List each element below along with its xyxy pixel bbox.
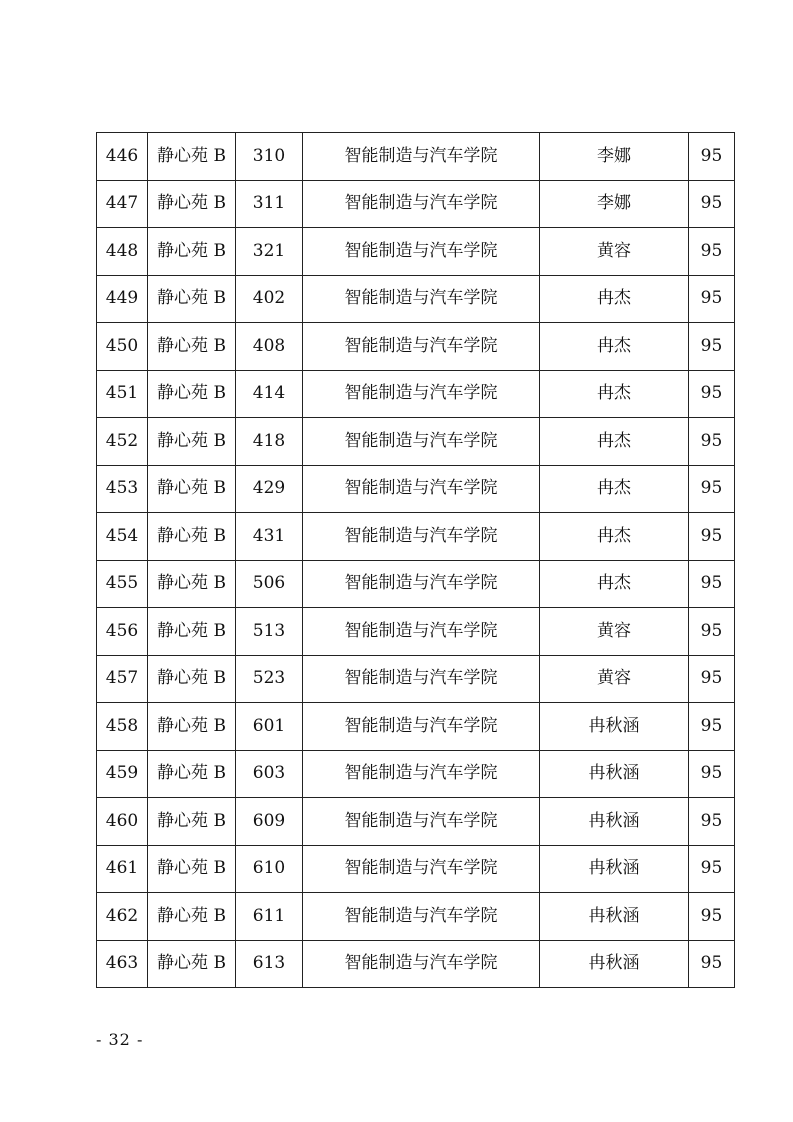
row-number-cell: 449 (97, 275, 148, 323)
college-cell: 智能制造与汽车学院 (303, 608, 540, 656)
college-cell: 智能制造与汽车学院 (303, 893, 540, 941)
person-name-cell: 李娜 (540, 180, 689, 228)
person-name-cell: 冉秋涵 (540, 750, 689, 798)
table-row (97, 608, 735, 656)
row-number-cell: 452 (97, 418, 148, 466)
building-cell: 静心苑 B (148, 418, 236, 466)
college-cell: 智能制造与汽车学院 (303, 750, 540, 798)
person-name-cell: 黄容 (540, 608, 689, 656)
college-cell: 智能制造与汽车学院 (303, 703, 540, 751)
person-name-cell: 冉杰 (540, 275, 689, 323)
person-name-cell: 冉秋涵 (540, 893, 689, 941)
building-cell: 静心苑 B (148, 465, 236, 513)
college-cell: 智能制造与汽车学院 (303, 513, 540, 561)
college-cell: 智能制造与汽车学院 (303, 465, 540, 513)
room-number-cell: 431 (236, 513, 303, 561)
building-cell: 静心苑 B (148, 560, 236, 608)
room-number-cell: 506 (236, 560, 303, 608)
score-cell: 95 (689, 798, 735, 846)
room-number-cell: 418 (236, 418, 303, 466)
table-row (97, 275, 735, 323)
score-cell: 95 (689, 465, 735, 513)
room-number-cell: 609 (236, 798, 303, 846)
person-name-cell: 李娜 (540, 133, 689, 181)
table-row (97, 228, 735, 276)
person-name-cell: 冉秋涵 (540, 845, 689, 893)
college-cell: 智能制造与汽车学院 (303, 180, 540, 228)
person-name-cell: 黄容 (540, 228, 689, 276)
row-number-cell: 446 (97, 133, 148, 181)
person-name-cell: 冉杰 (540, 370, 689, 418)
person-name-cell: 冉秋涵 (540, 703, 689, 751)
building-cell: 静心苑 B (148, 275, 236, 323)
person-name-cell: 冉秋涵 (540, 798, 689, 846)
score-cell: 95 (689, 560, 735, 608)
college-cell: 智能制造与汽车学院 (303, 370, 540, 418)
college-cell: 智能制造与汽车学院 (303, 798, 540, 846)
row-number-cell: 459 (97, 750, 148, 798)
table-row (97, 418, 735, 466)
table-row (97, 798, 735, 846)
table-row (97, 323, 735, 371)
table-row (97, 940, 735, 988)
room-number-cell: 513 (236, 608, 303, 656)
college-cell: 智能制造与汽车学院 (303, 323, 540, 371)
table-row (97, 513, 735, 561)
person-name-cell: 冉杰 (540, 465, 689, 513)
row-number-cell: 456 (97, 608, 148, 656)
room-number-cell: 601 (236, 703, 303, 751)
score-cell: 95 (689, 275, 735, 323)
building-cell: 静心苑 B (148, 655, 236, 703)
table-row (97, 133, 735, 181)
college-cell: 智能制造与汽车学院 (303, 133, 540, 181)
building-cell: 静心苑 B (148, 750, 236, 798)
score-cell: 95 (689, 750, 735, 798)
building-cell: 静心苑 B (148, 893, 236, 941)
room-number-cell: 523 (236, 655, 303, 703)
row-number-cell: 458 (97, 703, 148, 751)
room-number-cell: 429 (236, 465, 303, 513)
building-cell: 静心苑 B (148, 323, 236, 371)
building-cell: 静心苑 B (148, 133, 236, 181)
person-name-cell: 冉杰 (540, 560, 689, 608)
college-cell: 智能制造与汽车学院 (303, 275, 540, 323)
table-row (97, 703, 735, 751)
building-cell: 静心苑 B (148, 180, 236, 228)
building-cell: 静心苑 B (148, 798, 236, 846)
score-cell: 95 (689, 703, 735, 751)
building-cell: 静心苑 B (148, 940, 236, 988)
room-number-cell: 613 (236, 940, 303, 988)
score-cell: 95 (689, 845, 735, 893)
table-row (97, 180, 735, 228)
room-number-cell: 408 (236, 323, 303, 371)
room-number-cell: 321 (236, 228, 303, 276)
row-number-cell: 463 (97, 940, 148, 988)
row-number-cell: 455 (97, 560, 148, 608)
room-number-cell: 603 (236, 750, 303, 798)
college-cell: 智能制造与汽车学院 (303, 845, 540, 893)
row-number-cell: 457 (97, 655, 148, 703)
room-number-cell: 611 (236, 893, 303, 941)
room-number-cell: 402 (236, 275, 303, 323)
building-cell: 静心苑 B (148, 228, 236, 276)
row-number-cell: 453 (97, 465, 148, 513)
table-row (97, 560, 735, 608)
room-number-cell: 610 (236, 845, 303, 893)
room-number-cell: 310 (236, 133, 303, 181)
row-number-cell: 454 (97, 513, 148, 561)
row-number-cell: 450 (97, 323, 148, 371)
score-cell: 95 (689, 655, 735, 703)
building-cell: 静心苑 B (148, 370, 236, 418)
person-name-cell: 冉杰 (540, 513, 689, 561)
table-row (97, 750, 735, 798)
score-cell: 95 (689, 418, 735, 466)
row-number-cell: 461 (97, 845, 148, 893)
table-row (97, 465, 735, 513)
page-number: - 32 - (96, 1030, 144, 1049)
row-number-cell: 451 (97, 370, 148, 418)
building-cell: 静心苑 B (148, 845, 236, 893)
score-cell: 95 (689, 940, 735, 988)
score-cell: 95 (689, 608, 735, 656)
building-cell: 静心苑 B (148, 513, 236, 561)
building-cell: 静心苑 B (148, 703, 236, 751)
building-cell: 静心苑 B (148, 608, 236, 656)
score-cell: 95 (689, 133, 735, 181)
college-cell: 智能制造与汽车学院 (303, 228, 540, 276)
row-number-cell: 447 (97, 180, 148, 228)
room-number-cell: 311 (236, 180, 303, 228)
college-cell: 智能制造与汽车学院 (303, 655, 540, 703)
table-row (97, 655, 735, 703)
score-cell: 95 (689, 513, 735, 561)
person-name-cell: 冉杰 (540, 323, 689, 371)
row-number-cell: 460 (97, 798, 148, 846)
score-cell: 95 (689, 228, 735, 276)
table-row (97, 845, 735, 893)
row-number-cell: 462 (97, 893, 148, 941)
college-cell: 智能制造与汽车学院 (303, 560, 540, 608)
room-number-cell: 414 (236, 370, 303, 418)
dormitory-score-table (96, 132, 735, 988)
score-cell: 95 (689, 893, 735, 941)
person-name-cell: 冉秋涵 (540, 940, 689, 988)
score-cell: 95 (689, 180, 735, 228)
person-name-cell: 冉杰 (540, 418, 689, 466)
row-number-cell: 448 (97, 228, 148, 276)
score-cell: 95 (689, 370, 735, 418)
score-cell: 95 (689, 323, 735, 371)
table-body (97, 133, 735, 988)
table-row (97, 370, 735, 418)
college-cell: 智能制造与汽车学院 (303, 418, 540, 466)
college-cell: 智能制造与汽车学院 (303, 940, 540, 988)
table-row (97, 893, 735, 941)
person-name-cell: 黄容 (540, 655, 689, 703)
